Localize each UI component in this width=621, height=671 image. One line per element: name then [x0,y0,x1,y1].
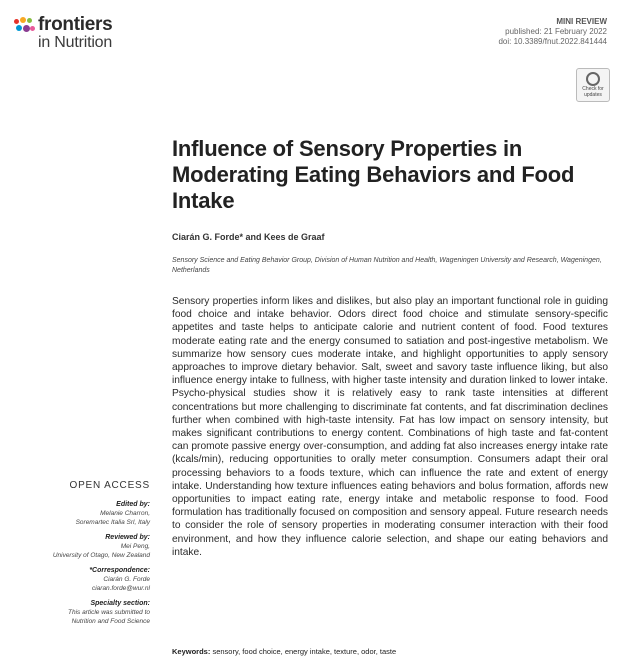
journal-name-line2: in Nutrition [38,34,113,51]
frontiers-logo-icon [14,17,36,37]
article-type: MINI REVIEW [556,17,607,26]
logo-dot [14,19,19,24]
reviewer-name: Mei Peng, [120,543,150,550]
editor-affiliation: Soremartec Italia Srl, Italy [75,519,150,526]
affiliation: Sensory Science and Eating Behavior Group, Division of Human Nutrition and Health, Wageningen University and Research, Wageningen, Netherlands [172,257,602,274]
correspondence-label: *Correspondence: [89,567,150,574]
keywords-label: Keywords: [172,647,211,656]
keywords-text: sensory, food choice, energy intake, texture, odor, taste [212,647,397,656]
reviewed-by-label: Reviewed by: [105,534,150,541]
specialty-section-label: Specialty section: [90,600,150,607]
correspondence-email[interactable]: ciaran.forde@wur.nl [91,585,150,592]
doi-link[interactable]: doi: 10.3389/fnut.2022.841444 [498,37,607,46]
badge-line1: Check for [582,86,604,92]
logo-dot [30,26,35,31]
correspondence-name: Ciarán G. Forde [103,576,150,583]
published-date: published: 21 February 2022 [505,27,607,36]
article-meta [498,17,607,47]
update-check-icon [586,72,600,86]
keywords [172,647,608,656]
check-for-updates-button[interactable] [576,68,610,102]
journal-name-line1: frontiers [38,14,113,35]
editor-name: Melanie Charron, [100,510,150,517]
open-access-label: OPEN ACCESS [69,480,150,491]
logo-dot [23,25,30,32]
logo-dot [27,18,32,23]
reviewer-affiliation: University of Otago, New Zealand [52,552,150,559]
journal-logo [14,14,164,54]
article-sidebar [14,480,150,626]
badge-line2: updates [584,92,602,98]
specialty-line1: This article was submitted to [67,609,150,616]
edited-by-label: Edited by: [116,501,150,508]
abstract-text: Sensory properties inform likes and dislikes, but also play an important functional role in guiding food choice and intake behavior. Odors direct food choice and stimulate sensory-specific appetites and taste helps to anticipate calorie and nutrient content of food. Food textures moderate eating rate and the energy consumed to satiation and post-ingestive metabolism. We summarize how sensory cues moderate intake, and highlight opportunities to apply sensory approaches to improve dietary behavior. Salt, sweet and savory taste influence liking, but also influence energy intake to fullness, with higher taste intensity and duration linked to lower intake. Psycho-physical studies show it is relatively easy to rank taste intensities at different concentrations but more challenging to discriminate fat contents, and fat discrimination declines further when combined with high-taste intensity. Fat has low impact on sensory intensity, but makes significant contributions to energy content. Combinations of high taste and fat-content can promote passive energy over-consumption, and adding fat also increases energy intake rate (kcals/min), reducing opportunities to orally meter consumption. Consumers adapt their oral processing behaviors to a foods texture, which can influence the rate and extent of energy intake. Understanding how texture influences eating behaviors and bolus formation, affords new opportunities to impact eating rate, energy intake and metabolic response to food. Food formulation has traditionally focused on composition and sensory appeal. Future research needs to consider the role of sensory properties in moderating consumer interaction with their food environment, and how they influence calorie selection, and shape our eating behaviors and intake. [172,296,608,558]
author-list: Ciarán G. Forde* and Kees de Graaf [172,232,325,242]
logo-dot [16,25,22,31]
logo-dot [20,17,26,23]
specialty-line2: Nutrition and Food Science [71,618,150,625]
article-title: Influence of Sensory Properties in Moderating Eating Behaviors and Food Intake [172,136,575,213]
